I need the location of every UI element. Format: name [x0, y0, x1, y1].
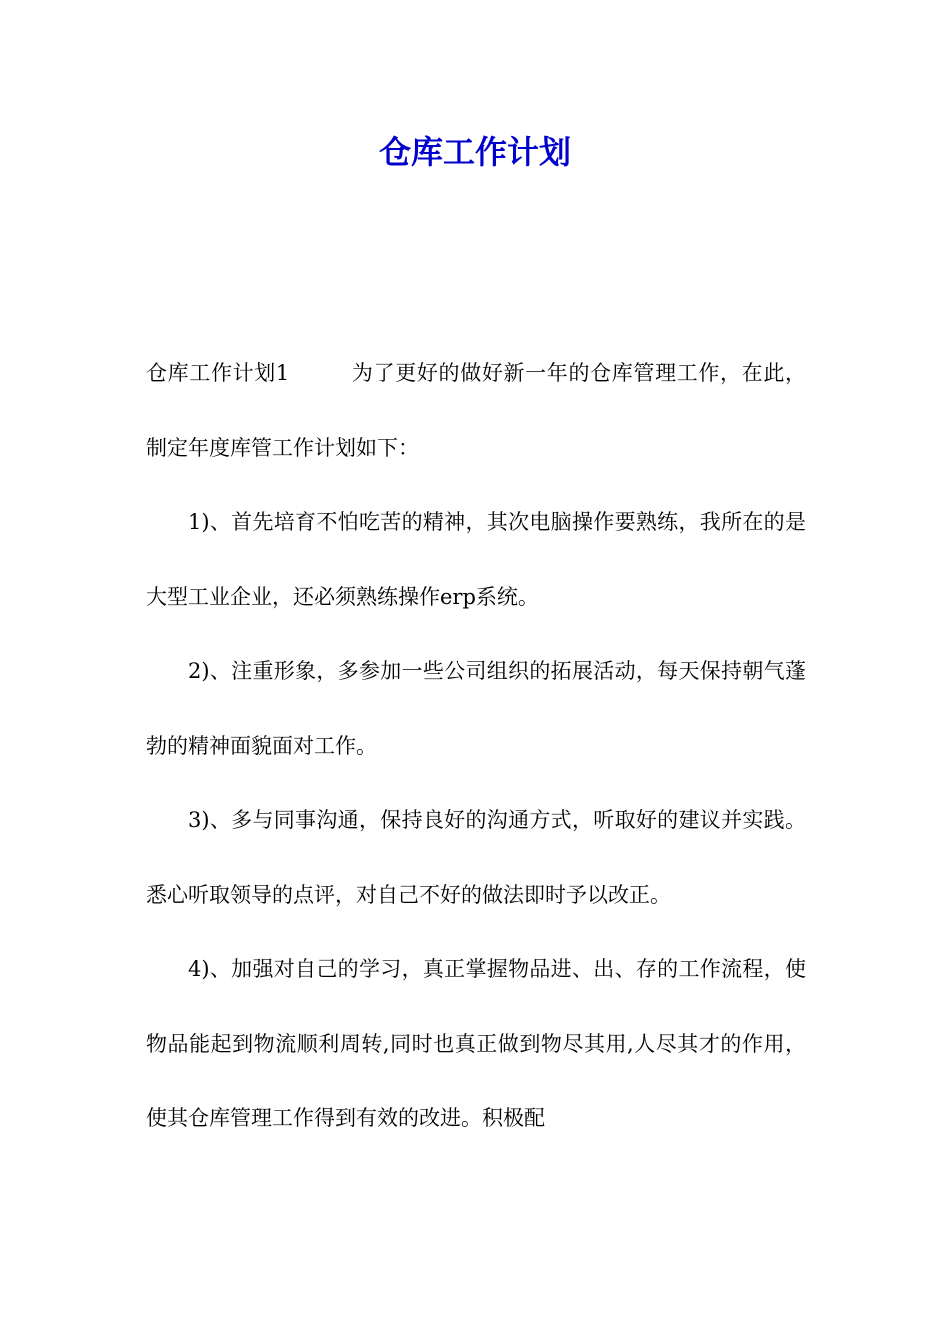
paragraph-4: 4)、加强对自己的学习，真正掌握物品进、出、存的工作流程，使物品能起到物流顺利周转,同时也真正做到物尽其用,人尽其才的作用，使其仓库管理工作得到有效的改进。积极配 [146, 957, 806, 1130]
paragraph-2: 2)、注重形象，多参加一些公司组织的拓展活动，每天保持朝气蓬勃的精神面貌面对工作。 [146, 659, 806, 758]
intro-text: 为了更好的做好新一年的仓库管理工作，在此，制定年度库管工作计划如下： [146, 361, 806, 460]
paragraph-1: 1)、首先培育不怕吃苦的精神，其次电脑操作要熟练，我所在的是大型工业企业，还必须熟练操作erp系统。 [146, 510, 806, 609]
intro-heading: 仓库工作计划1 [146, 361, 290, 385]
document-body [146, 336, 806, 1156]
intro-paragraph [146, 336, 806, 485]
document-title: 仓库工作计划 [378, 133, 571, 171]
paragraph-3: 3)、多与同事沟通，保持良好的沟通方式，听取好的建议并实践。悉心听取领导的点评，对自己不好的做法即时予以改正。 [146, 808, 806, 907]
